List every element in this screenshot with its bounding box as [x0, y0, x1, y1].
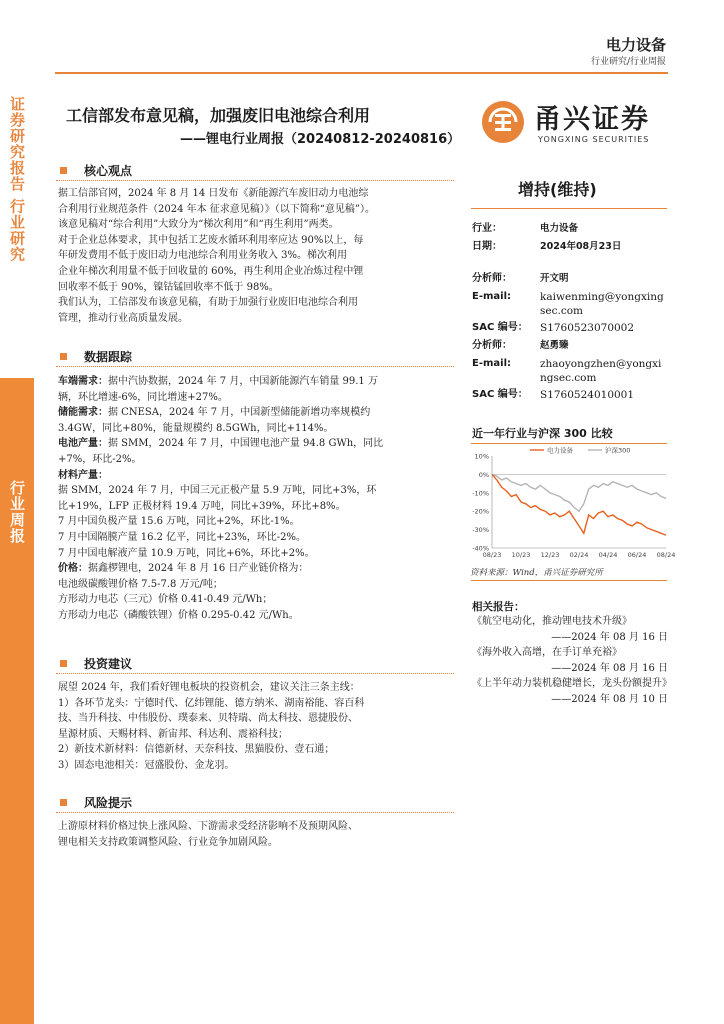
- data-label: 车端需求：: [58, 376, 108, 387]
- email2-row: [472, 357, 668, 385]
- left-sidebar: [0, 0, 34, 1024]
- section-core-title: 核心观点: [84, 164, 133, 178]
- analyst1-value: 开文明: [540, 273, 569, 284]
- email2-key: E-mail:: [472, 358, 512, 369]
- section-risk-title: 风险提示: [84, 796, 133, 810]
- text-line: 企业年梯次利用量不低于回收量的 60%，再生利用企业冶炼过程中锂: [58, 265, 364, 277]
- text-line: 方形动力电芯（三元）价格 0.41-0.49 元/Wh；: [58, 594, 273, 606]
- email1-key: E-mail:: [472, 291, 512, 302]
- text-line: 1）各环节龙头：宁德时代、亿纬锂能、德方纳米、湖南裕能、容百科: [58, 697, 365, 709]
- text-line: 星源材质、天赐材料、新宙邦、科达利、震裕科技；: [58, 728, 288, 740]
- header-divider: [55, 72, 668, 74]
- related-item-date: ——2024 年 08 月 16 日: [551, 662, 668, 674]
- analyst2-key: 分析师：: [472, 340, 512, 351]
- series-line-1: [492, 474, 666, 511]
- source-divider: [471, 580, 667, 581]
- industry-value: 电力设备: [540, 223, 579, 234]
- sac2-key: SAC 编号：: [472, 389, 528, 400]
- section-divider: [56, 812, 454, 813]
- text-line: 据工信部官网，2024 年 8 月 14 日发布《新能源汽车废旧动力电池综: [58, 188, 369, 199]
- logo-english-name: YONGXING SECURITIES: [538, 135, 650, 144]
- text-line: 该意见稿对“综合利用”大致分为“梯次利用”和“再生利用”两类。: [58, 219, 339, 231]
- text-line: 回收率不低于 90%，镍钴锰回收率不低于 98%。: [58, 281, 279, 293]
- legend-label: 沪深300: [605, 446, 631, 455]
- x-tick-label: 06/24: [627, 551, 647, 559]
- text-line: 3）固态电池相关：冠盛股份、金龙羽。: [58, 759, 235, 771]
- report-title: 工信部发布意见稿，加强废旧电池综合利用: [66, 106, 371, 125]
- x-tick-label: 12/23: [540, 551, 560, 559]
- logo-mark-icon: [480, 99, 526, 145]
- text-line: [58, 436, 454, 452]
- rating-label: 增持(维持): [518, 180, 597, 199]
- text-line: 年研发费用不低于废旧动力电池综合利用业务收入 3%。梯次利用: [58, 250, 348, 262]
- date-value: 2024年08月23日: [540, 241, 622, 252]
- text-line: 7 月中国电解液产量 10.9 万吨，同比+6%，环比+2%。: [58, 547, 315, 559]
- section-core-header: [56, 162, 454, 182]
- analyst2-row: [472, 339, 668, 353]
- rating-divider: [471, 208, 667, 209]
- section-data-title: 数据跟踪: [84, 350, 133, 364]
- y-tick-label: -10%: [472, 489, 489, 498]
- related-item-date: ——2024 年 08 月 16 日: [551, 631, 668, 643]
- header-category: 电力设备: [605, 36, 666, 54]
- y-tick-label: -30%: [472, 526, 489, 535]
- email2-value[interactable]: zhaoyongzhen@yongxingsec.com: [540, 358, 662, 384]
- y-tick-label: 10%: [474, 452, 489, 461]
- data-text: 据鑫椤锂电，2024 年 8 月 16 日产业链价格为：: [88, 563, 309, 575]
- report-subtitle: ——锂电行业周报（20240812-20240816）: [180, 132, 461, 147]
- data-text: 据 SMM，2024 年 7 月，中国锂电池产量 94.8 GWh，同比: [108, 438, 384, 450]
- text-line: 锂电相关支持政策调整风险、行业竞争加剧风险。: [58, 836, 278, 848]
- related-list: [472, 614, 672, 708]
- bullet-square-icon: [60, 353, 67, 360]
- x-tick-label: 08/23: [482, 551, 502, 559]
- analyst1-row: [472, 272, 668, 286]
- x-tick-label: 04/24: [598, 551, 618, 559]
- text-line: [58, 468, 454, 484]
- text-line: 对于企业总体要求，其中包括工艺废水循环利用率应达 90%以上，每: [58, 234, 364, 246]
- text-line: 7 月中国负极产量 15.6 万吨，同比+2%，环比-1%。: [58, 516, 300, 528]
- risk-paragraph: [58, 819, 454, 850]
- text-line: 2）新技术新材料：信德新材、天奈科技、黑猫股份、壹石通；: [58, 744, 335, 756]
- bullet-square-icon: [60, 660, 67, 667]
- text-line: 合利用行业规范条件（2024 年本 征求意见稿）》（以下简称“意见稿”）。: [58, 203, 376, 215]
- y-tick-label: 0%: [478, 470, 489, 479]
- sac2-row: [472, 388, 668, 402]
- text-line: 上游原材料价格过快上涨风险、下游需求受经济影响不及预期风险、: [58, 821, 358, 832]
- sac1-value: S1760523070002: [540, 322, 635, 334]
- text-line: 辆，环比增速-6%，同比增速+27%。: [58, 391, 228, 403]
- analyst1-key: 分析师：: [472, 273, 512, 284]
- text-line: 技、当升科技、中伟股份、璞泰来、贝特瑞、尚太科技、恩捷股份、: [58, 713, 358, 725]
- text-line: 我们认为，工信部发布该意见稿，有助于加强行业废旧电池综合利用: [58, 297, 358, 309]
- x-tick-label: 08/24: [656, 551, 676, 559]
- related-item-title[interactable]: 《上半年动力装机稳健增长，龙头份额提升》: [472, 678, 672, 690]
- related-item-title[interactable]: 《航空电动化，推动锂电技术升级》: [472, 616, 632, 627]
- data-paragraph: [58, 374, 454, 624]
- text-line: 7 月中国隔膜产量 16.2 亿平，同比+23%，环比-2%。: [58, 531, 307, 543]
- sidebar-bottom-label: 行业周报: [8, 480, 26, 544]
- analyst2-value: 赵勇臻: [540, 340, 569, 351]
- bullet-square-icon: [60, 799, 67, 806]
- comparison-line-chart: [462, 444, 676, 564]
- section-divider: [56, 673, 454, 674]
- text-line: [58, 405, 454, 421]
- data-text: 据 CNESA，2024 年 7 月，中国新型储能新增功率规模约: [108, 407, 371, 419]
- date-row: [472, 240, 668, 254]
- related-title: 相关报告：: [472, 601, 525, 613]
- related-item-date: ——2024 年 08 月 10 日: [551, 693, 668, 705]
- data-label: 材料产量：: [58, 469, 108, 481]
- section-divider: [56, 366, 454, 367]
- data-text: 据中汽协数据，2024 年 7 月，中国新能源汽车销量 99.1 万: [108, 376, 378, 387]
- header-subcategory: 行业研究/行业周报: [590, 57, 666, 67]
- email1-row: [472, 290, 668, 318]
- section-risk-header: [56, 794, 454, 814]
- section-divider: [56, 180, 454, 181]
- section-invest-title: 投资建议: [84, 657, 133, 671]
- data-label: 价格：: [58, 563, 88, 575]
- industry-row: [472, 222, 668, 236]
- text-line: [58, 561, 454, 577]
- sac2-value: S1760524010001: [540, 389, 635, 401]
- text-line: 管理，推动行业高质量发展。: [58, 312, 188, 324]
- data-label: 储能需求：: [58, 407, 108, 419]
- text-line: 电池级碳酸锂价格 7.5-7.8 万元/吨；: [58, 578, 223, 590]
- sidebar-top-label: 证券研究报告 行业研究: [8, 96, 26, 263]
- data-label: 电池产量：: [58, 438, 108, 450]
- text-line: 据 SMM，2024 年 7 月，中国三元正极产量 5.9 万吨，同比+3%，环: [58, 485, 377, 497]
- y-tick-label: -20%: [472, 507, 489, 516]
- text-line: [58, 374, 454, 390]
- company-logo: [480, 95, 670, 151]
- email1-value[interactable]: kaiwenming@yongxingsec.com: [540, 291, 664, 317]
- text-line: 3.4GW，同比+80%，能量规模约 8.5GWh，同比+114%。: [58, 422, 334, 434]
- text-line: 展望 2024 年，我们看好锂电板块的投资机会，建议关注三条主线：: [58, 682, 360, 693]
- date-key: 日期：: [472, 241, 502, 252]
- series-line-0: [492, 474, 666, 535]
- y-tick-label: -40%: [472, 544, 489, 553]
- chart-source: 资料来源：Wind，甬兴证券研究所: [470, 568, 603, 578]
- legend-label: 电力设备: [547, 446, 573, 455]
- sac1-key: SAC 编号：: [472, 322, 528, 333]
- x-tick-label: 02/24: [569, 551, 589, 559]
- x-tick-label: 10/23: [511, 551, 531, 559]
- text-line: 方形动力电芯（磷酸铁锂）价格 0.295-0.42 元/Wh。: [58, 609, 299, 621]
- logo-chinese-name: 甬兴证券: [534, 104, 650, 135]
- bullet-square-icon: [60, 167, 67, 174]
- invest-paragraph: [58, 680, 454, 774]
- text-line: +7%，环比-2%。: [58, 453, 142, 465]
- section-invest-header: [56, 655, 454, 675]
- sac1-row: [472, 321, 668, 335]
- industry-key: 行业：: [472, 223, 502, 234]
- text-line: 比+19%，LFP 正极材料 19.4 万吨，同比+39%，环比+8%。: [58, 500, 346, 512]
- related-item-title[interactable]: 《海外收入高增，在手订单充裕》: [472, 647, 622, 659]
- core-paragraph: [58, 186, 454, 326]
- sidebar-orange-band: [0, 378, 34, 1024]
- chart-title: 近一年行业与沪深 300 比较: [472, 427, 613, 440]
- section-data-header: [56, 348, 454, 368]
